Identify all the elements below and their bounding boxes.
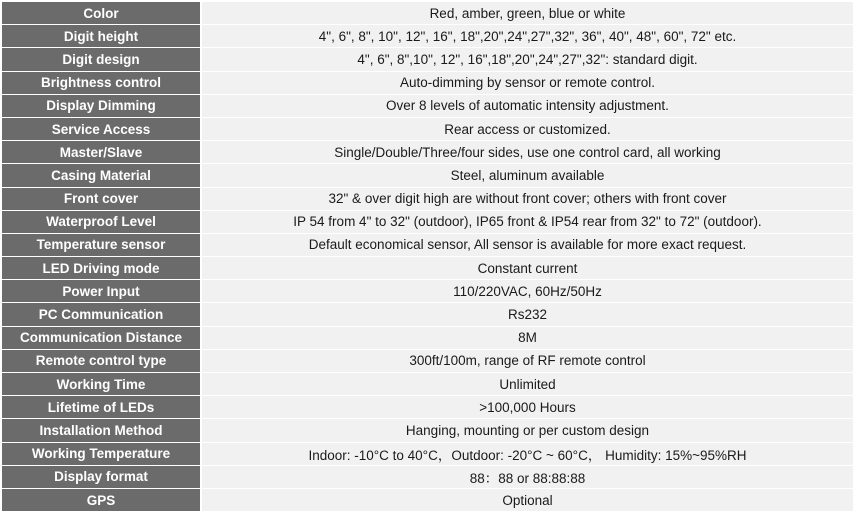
- spec-row: [2, 466, 853, 489]
- spec-row: [2, 211, 853, 234]
- spec-value: Red, amber, green, blue or white: [202, 2, 853, 25]
- spec-table: [2, 2, 853, 512]
- spec-value: IP 54 from 4" to 32" (outdoor), IP65 front & IP54 rear from 32" to 72" (outdoor).: [202, 211, 853, 234]
- spec-row: [2, 350, 853, 373]
- spec-label: PC Communication: [2, 303, 202, 326]
- spec-value: 32" & over digit high are without front cover; others with front cover: [202, 188, 853, 211]
- spec-row: [2, 234, 853, 257]
- spec-value: Rs232: [202, 303, 853, 326]
- spec-label: Lifetime of LEDs: [2, 396, 202, 419]
- spec-label: Color: [2, 2, 202, 25]
- spec-value: Constant current: [202, 257, 853, 280]
- spec-row: [2, 373, 853, 396]
- spec-row: [2, 443, 853, 466]
- spec-label: LED Driving mode: [2, 257, 202, 280]
- spec-label: Digit design: [2, 48, 202, 71]
- spec-value: Optional: [202, 489, 853, 512]
- spec-row: [2, 25, 853, 48]
- spec-row: [2, 118, 853, 141]
- spec-row: [2, 95, 853, 118]
- spec-label: Waterproof Level: [2, 211, 202, 234]
- spec-label: Front cover: [2, 188, 202, 211]
- spec-label: Power Input: [2, 280, 202, 303]
- spec-value: 88：88 or 88:88:88: [202, 466, 853, 489]
- spec-row: [2, 303, 853, 326]
- spec-table-body: [2, 2, 853, 512]
- spec-value: 8M: [202, 327, 853, 350]
- spec-value: >100,000 Hours: [202, 396, 853, 419]
- spec-label: GPS: [2, 489, 202, 512]
- spec-value: Steel, aluminum available: [202, 164, 853, 187]
- spec-label: Casing Material: [2, 164, 202, 187]
- spec-row: [2, 396, 853, 419]
- spec-row: [2, 164, 853, 187]
- spec-row: [2, 327, 853, 350]
- spec-value: Single/Double/Three/four sides, use one control card, all working: [202, 141, 853, 164]
- spec-label: Master/Slave: [2, 141, 202, 164]
- spec-value: Auto-dimming by sensor or remote control.: [202, 72, 853, 95]
- spec-label: Working Temperature: [2, 443, 202, 466]
- spec-row: [2, 141, 853, 164]
- spec-row: [2, 48, 853, 71]
- spec-label: Display Dimming: [2, 95, 202, 118]
- spec-value: Indoor: -10°C to 40°C，Outdoor: -20°C ~ 60°C， Humidity: 15%~95%RH: [202, 443, 853, 466]
- spec-label: Remote control type: [2, 350, 202, 373]
- spec-value: Over 8 levels of automatic intensity adjustment.: [202, 95, 853, 118]
- spec-value: 110/220VAC, 60Hz/50Hz: [202, 280, 853, 303]
- spec-value: Default economical sensor, All sensor is available for more exact request.: [202, 234, 853, 257]
- spec-value: Hanging, mounting or per custom design: [202, 419, 853, 442]
- spec-label: Brightness control: [2, 72, 202, 95]
- spec-row: [2, 419, 853, 442]
- spec-label: Communication Distance: [2, 327, 202, 350]
- spec-label: Display format: [2, 466, 202, 489]
- spec-value: Rear access or customized.: [202, 118, 853, 141]
- spec-row: [2, 280, 853, 303]
- spec-label: Working Time: [2, 373, 202, 396]
- spec-label: Digit height: [2, 25, 202, 48]
- spec-value: Unlimited: [202, 373, 853, 396]
- spec-row: [2, 72, 853, 95]
- spec-label: Service Access: [2, 118, 202, 141]
- spec-label: Temperature sensor: [2, 234, 202, 257]
- spec-row: [2, 188, 853, 211]
- spec-row: [2, 2, 853, 25]
- spec-label: Installation Method: [2, 419, 202, 442]
- spec-row: [2, 257, 853, 280]
- spec-row: [2, 489, 853, 512]
- spec-value: 4", 6", 8",10", 12", 16",18",20",24",27",32": standard digit.: [202, 48, 853, 71]
- spec-value: 300ft/100m, range of RF remote control: [202, 350, 853, 373]
- spec-value: 4", 6", 8", 10", 12", 16", 18",20",24",27",32", 36", 40", 48", 60", 72" etc.: [202, 25, 853, 48]
